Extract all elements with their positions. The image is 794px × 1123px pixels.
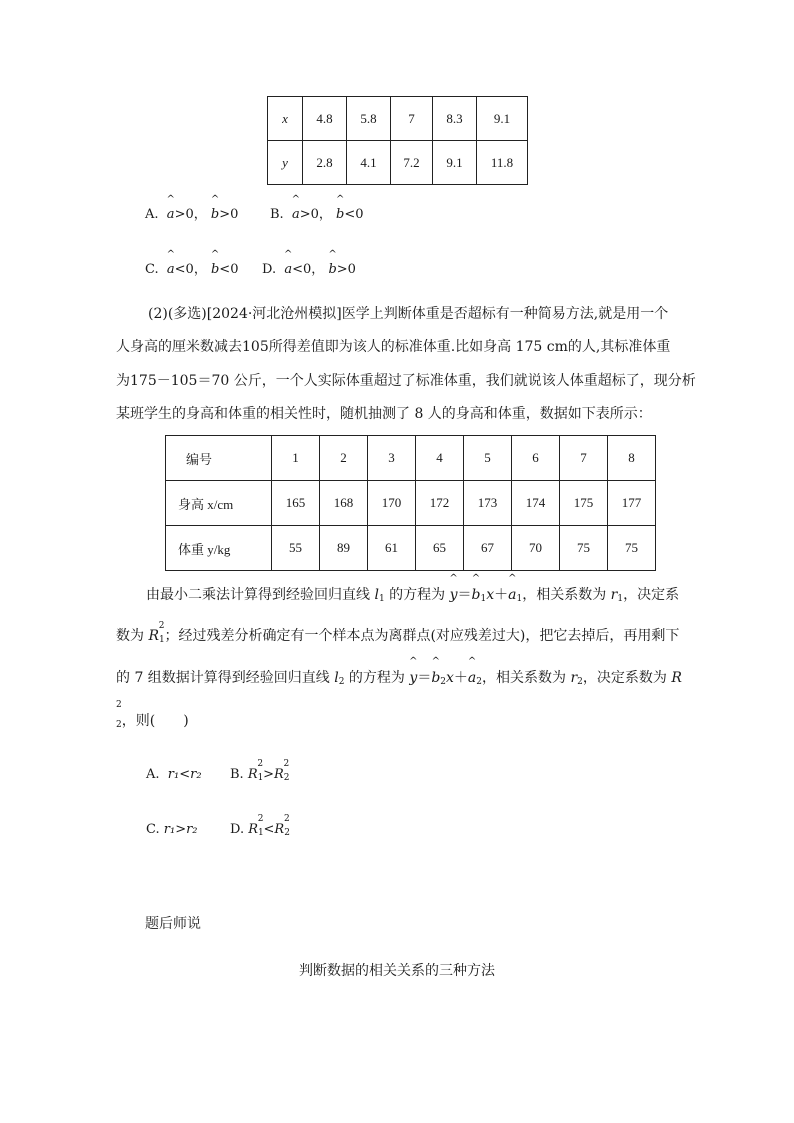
table-cell: 3 — [368, 436, 416, 481]
table-cell: 8.3 — [433, 97, 477, 141]
option-label: A. — [145, 207, 159, 222]
table-row — [166, 526, 656, 571]
table-cell: 9.1 — [433, 141, 477, 185]
sup-2: 2 — [116, 700, 122, 710]
option-c: C. r₁>r₂ — [146, 822, 198, 837]
after-line-3: 的 7 组数据计算得到经验回归直线 $l_2$ 的方程为 ^ y＝ ^ $b_2x+$ ^ $a_2$，相关系数为 $r_2$，决定系数为 R — [116, 656, 682, 687]
table-cell: 5 — [464, 436, 512, 481]
table-cell: 5.8 — [347, 97, 391, 141]
table-cell: 89 — [320, 526, 368, 571]
data-table-2 — [165, 435, 656, 571]
table-cell: 165 — [272, 481, 320, 526]
table-cell: 67 — [464, 526, 512, 571]
table-cell: 编号 — [166, 436, 272, 481]
a-hat: ^ a — [284, 249, 293, 277]
table-cell: 4.1 — [347, 141, 391, 185]
table-cell: 4 — [416, 436, 464, 481]
table-cell: 11.8 — [477, 141, 528, 185]
option-label: B. — [270, 207, 284, 222]
table-cell: 65 — [416, 526, 464, 571]
option-d: D. $R_1^2<R_2^2$ — [230, 814, 290, 838]
table-cell: 7.2 — [391, 141, 433, 185]
table-cell: 170 — [368, 481, 416, 526]
section-title: 判断数据的相关关系的三种方法 — [299, 963, 495, 979]
table-cell: 体重 y/kg — [166, 526, 272, 571]
q2-line-2: 人身高的厘米数减去105所得差值即为该人的标准体重.比如身高 175 cm的人,其标准体重 — [116, 339, 671, 355]
table-cell: 168 — [320, 481, 368, 526]
table-cell: 身高 x/cm — [166, 481, 272, 526]
option-d: D. ^ a<0， ^ b>0 — [262, 249, 356, 277]
a-hat: ^ a — [166, 249, 175, 277]
table-cell: 6 — [512, 436, 560, 481]
after-line-1: 由最小二乘法计算得到经验回归直线 $l_1$ 的方程为 ^ y＝ ^ $b_1x+$ ^ $a_1$，相关系数为 $r_1$，决定系 — [146, 573, 680, 604]
table-cell: 173 — [464, 481, 512, 526]
b-hat: ^ b — [210, 194, 220, 222]
table-cell: 177 — [608, 481, 656, 526]
table-cell: y — [268, 141, 303, 185]
table-cell: 75 — [560, 526, 608, 571]
q2-line-4: 某班学生的身高和体重的相关性时，随机抽测了 8 人的身高和体重，数据如下表所示： — [116, 406, 652, 422]
a-hat: ^ a — [166, 194, 175, 222]
table-cell: 70 — [512, 526, 560, 571]
b-hat: ^ b — [210, 249, 220, 277]
option-b: B. ^ a>0， ^ b<0 — [270, 194, 364, 222]
option-c: C. ^ a<0， ^ b<0 — [145, 249, 239, 277]
table-row — [166, 481, 656, 526]
table-cell: x — [268, 97, 303, 141]
q2-line-3: 为175－105＝70 公斤，一个人实际体重超过了标准体重，我们就说该人体重超标了，现分析 — [116, 373, 696, 389]
option-label: D. — [262, 262, 277, 277]
a-hat: ^ a — [291, 194, 301, 222]
option-label: C. — [145, 262, 159, 277]
b-hat: ^ b — [328, 249, 337, 277]
table-cell: 2.8 — [303, 141, 347, 185]
after-line-2: 数为 $R_1^2$；经过残差分析确定有一个样本点为离群点(对应残差过大)，把它去掉后，再用剩下 — [116, 621, 680, 645]
table-cell: 8 — [608, 436, 656, 481]
table-row — [166, 436, 656, 481]
table-cell: 4.8 — [303, 97, 347, 141]
table-cell: 175 — [560, 481, 608, 526]
table-cell: 2 — [320, 436, 368, 481]
option-b: B. $R_1^2>R_2^2$ — [230, 759, 290, 783]
section-heading: 题后师说 — [145, 916, 201, 932]
table-cell: 7 — [391, 97, 433, 141]
table-cell: 7 — [560, 436, 608, 481]
data-table-1 — [267, 96, 528, 185]
table-cell: 1 — [272, 436, 320, 481]
table-row — [268, 141, 528, 185]
table-cell: 75 — [608, 526, 656, 571]
after-line-4: $_2$，则( ) — [116, 713, 189, 730]
table-cell: 174 — [512, 481, 560, 526]
q2-line-1: (2)(多选)[2024·河北沧州模拟]医学上判断体重是否超标有一种简易方法,就是用一个 — [148, 306, 669, 322]
option-a: A. r₁<r₂ — [146, 767, 202, 782]
table-cell: 9.1 — [477, 97, 528, 141]
table-row — [268, 97, 528, 141]
b-hat: ^ b — [335, 194, 345, 222]
table-cell: 172 — [416, 481, 464, 526]
table-cell: 55 — [272, 526, 320, 571]
option-a: A. ^ a>0， ^ b>0 — [145, 194, 239, 222]
table-cell: 61 — [368, 526, 416, 571]
